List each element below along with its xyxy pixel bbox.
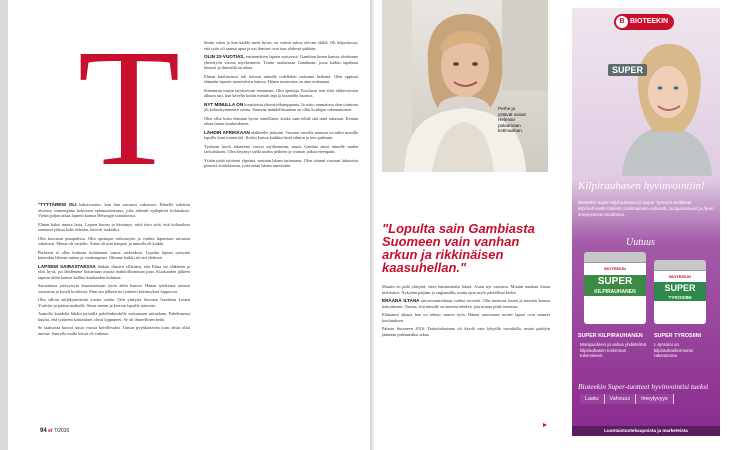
advert-tagline: Bioteekin Super-tuotteet hyvinvointisi tueksi xyxy=(578,382,709,391)
advert-footer: Luontaistuotekaupoista ja marketeista xyxy=(572,426,720,436)
product-name: SUPER KILPIRAUHANEN xyxy=(578,333,643,339)
paragraph: ERÄÄNÄ ILTANA universumiseltaan vaihtui tervettä. Olin menossa lasten ja nuorten kanssa kokoukseen. Tunsin, että minulle on annettu tehtävä, jota minun pitää toteuttaa. xyxy=(382,298,550,309)
paragraph: OLIN 22-VUOTIAS, ensimmäisen lapsen syntyessä. Gambian lasten kanssa aloitimme yhteistyön vuosia myöhemmin. Totuin rauhaisaan Gambiaan, jossa kaikki tapahtuu hitaasti ja ihmisillä on aikaa. xyxy=(204,54,358,70)
pull-quote: "Lopulta sain Gambiasta Suomeen vain vanhan arkun ja rikkinäisen kaasuhellan." xyxy=(382,221,535,275)
product-jar-kilpirauhanen: BIOTEEKIN SUPER KILPIRAUHANEN xyxy=(584,252,646,324)
paragraph: "TYTTÄRENI OLI kaksivuotias, kun hän sairastui vakavasti. Hänellä todettiin aivoissa sormenpään kokoinen epämuodostuma, joka aiheutti epileptisiä kohtauksia. Vietin paljon aikaa lapseni kanssa Helsingin sairaaloissa. xyxy=(38,202,190,218)
product-name: SUPER TYROSIINI xyxy=(654,333,702,339)
paragraph: Olin kasvanut pumpulissa. Olin opettajan esikoistyttö ja vanhin lapsestani sairastui vakavasti. Minua oli varjeltu. Äitini oli niin lempeä, ja minulla oli kaikki. xyxy=(38,235,190,246)
paragraph: Elämänsä aikana hän on tehnyt suuren työn. Hänen ansiostaan monet lapset ovat saaneet koulutuksen. xyxy=(382,312,550,323)
paragraph: Elinan kaksi muuta lasta, Lapsen huono ja kärsimys, sekä tieto siitä, että kohtaukset saattavat jatkua koko elämän, kävivät raskaiksi. xyxy=(38,221,190,232)
advert-headline: Kilpirauhasen hyvinvointiin! xyxy=(578,180,705,192)
product-description: Monipuolinen ja vahva yhdistelmä kilpirauhasen toiminnan tukemiseen xyxy=(580,342,646,359)
paragraph: Tyttäreni kuoli aikuisena vuosia myöhemmin, mutta Gambia antoi minulle uuden tarkoituksen. Olen löytänyt sieltä uuden perheen ja voiman jatkaa eteenpäin. xyxy=(204,143,358,154)
feature-pill: Vahvuus xyxy=(605,394,637,404)
article-column-2 xyxy=(204,40,358,424)
portrait-photo xyxy=(382,0,548,172)
photo-caption: Perhe ja ystävät saivat Helenan palaamaan kotimaahan. xyxy=(498,106,526,134)
paragraph: Olen ollut koko elämäni hyvin onnellinen, koska saan tehdä sitä mitä rakastan. Kerään rahaa lasten koulutukseen. xyxy=(204,115,358,126)
paragraph: NYT MINULLA ON kuusitoista yhteistyökumppania. Ja sisko ammatissa olen toiminut yli kolmekymmentä vuotta. Suurena mahdollisuutena on ollut koulujen rakentaminen. xyxy=(204,101,358,112)
article-column-3 xyxy=(382,284,550,426)
product-description: L-tyrosiini on kilpirauhashormonin rakenneosa xyxy=(654,342,694,359)
bioteekin-advert xyxy=(572,8,720,436)
paragraph: Muutin en pidä yhteyttä, etten hämmentäisi häntä. Asuin nyt vaarassa. Muutin maahan ilman kielitaitoa. Nykyään pärjään jo englannilla, mutta opin myös paikallista kieltä. xyxy=(382,284,550,295)
paragraph: Smiin sitten ja kun kaikki meni hyvin, en voinut uskoa olevani täällä. Oli helpottavaa, että tytär oli saanut apua ja nyt ihmiset ovat taas yhdessä pitkään. xyxy=(204,40,358,51)
paragraph: Aamulla kuudelta lähdin pyörällä puhelinkioskille soittamaan sairaalaan. Puhelimessa kuului, että tyttäreni kohtaukset olivat loppuneet. Se oli ihmeellinen hetki. xyxy=(38,311,190,322)
product-jar-tyrosiini: BIOTEEKIN SUPER TYROSIINI xyxy=(654,260,706,324)
portrait-illustration xyxy=(382,0,548,172)
paragraph: LAPSENI SAIRASTAESSA lääkäri ilmoitti yllättäen, että Elina sai eläkkeen ja olisi hyvä, jos lähdemme hoitamaan asioita mahdollisimman pian. Kuukauden jälkeen tapasin äidin kanssa kalliita kuukauden kuluttua. xyxy=(38,263,190,280)
b-logo-icon: B xyxy=(616,16,628,28)
article-end-marker xyxy=(543,423,547,427)
paragraph: Elinan kuolinvuosi tuli tietoon minulle todellakin raskaana hetkenä. Olen oppinut elämään lapseni menetyksen kanssa. Hänen muistonsa on aina mukanani. xyxy=(204,73,358,84)
advert-body-text: Bioteekin Super Kilpirauhanen ja Super Tyrosiini sisältävät kilpirauhaselle tärkeitä ravintoaineita vahvasti, tasapainoisesti ja hyvin imeytyvässä muodossa. xyxy=(578,200,714,217)
brand-logo: B BIOTEEKIN xyxy=(614,14,674,30)
paragraph: Palasin Suomeen 2016. Tarkoituksenani oli käydä vain lyhyellä vierailulla, mutta päädyin jäämään pidemmäksi aikaa. xyxy=(382,326,550,337)
paragraph: LÄHDIN AFRIKKAAN eläkkeelle jäätyäni. Vuosien varrella minusta on tullut monille lapsille kuin toinen äiti. Koitin katsoa kaikkia heitä silmiin ja tein parhaani. xyxy=(204,129,358,140)
super-badge: SUPER xyxy=(608,64,647,76)
svg-text:T: T xyxy=(77,44,181,174)
decorative-initial-letter xyxy=(72,44,186,174)
paragraph: Yritän pitää tyttäreni ylpeänä, muistan hänen tarinaansa. Olen ottanut vastuun lukuisista pienistä koululaisista, joita autan hänen nimissään. xyxy=(204,157,358,168)
paragraph: Olin silloin neljäkymmentä vuotta vanha. Otin yhteyttä Suomen Gambian Lasten Ystäviin ja pääsin matkalle. Sinne menin ja kerroin lapsille tarinoita. xyxy=(38,297,190,308)
new-product-label: Uutuus xyxy=(626,237,655,248)
feature-pills xyxy=(580,394,674,404)
paragraph: Sairaalassa ystävystyin kuusivuotiaan tytön äidin kanssa. Hänen tyttärensä sairasti vastaavaa ja kyseli hoidoista. Pian sen jälkeen ne tyttäreni kärsimykset loppuivat. xyxy=(38,283,190,294)
article-column-1 xyxy=(38,202,190,422)
feature-pill: Imeytyvyys xyxy=(636,394,674,404)
left-page xyxy=(8,0,372,450)
magazine-spread xyxy=(8,0,730,450)
paragraph: Se laaksossa kasvoi uusia vuosia kävellessäni. Tunsin pyyhkäisevän kuin olisin ollut unessa. Suurella osalla heistä oli vaikeaa. xyxy=(38,325,190,336)
paragraph: Perheeni ei ollut koskaan kohdannut suuria vaikeuksia. Lopulta lapsen syntymä kuitenkin lähensi minua ja vanhempiani. Olimme kaikki tiivisti yhdessä. xyxy=(38,249,190,260)
feature-pill: Laatu xyxy=(580,394,605,404)
paragraph: Sittemmin tunsin tarvitsevani enemmän. Olin opettaja. Koulussa tein töitä eläkevuosien alkuun asti, kun kävelin kotiin metsän läpi ja kuuntelin luontoa. xyxy=(204,87,358,98)
page-folio: 94 et 7/2016 xyxy=(40,428,70,434)
model-photo xyxy=(602,36,720,176)
